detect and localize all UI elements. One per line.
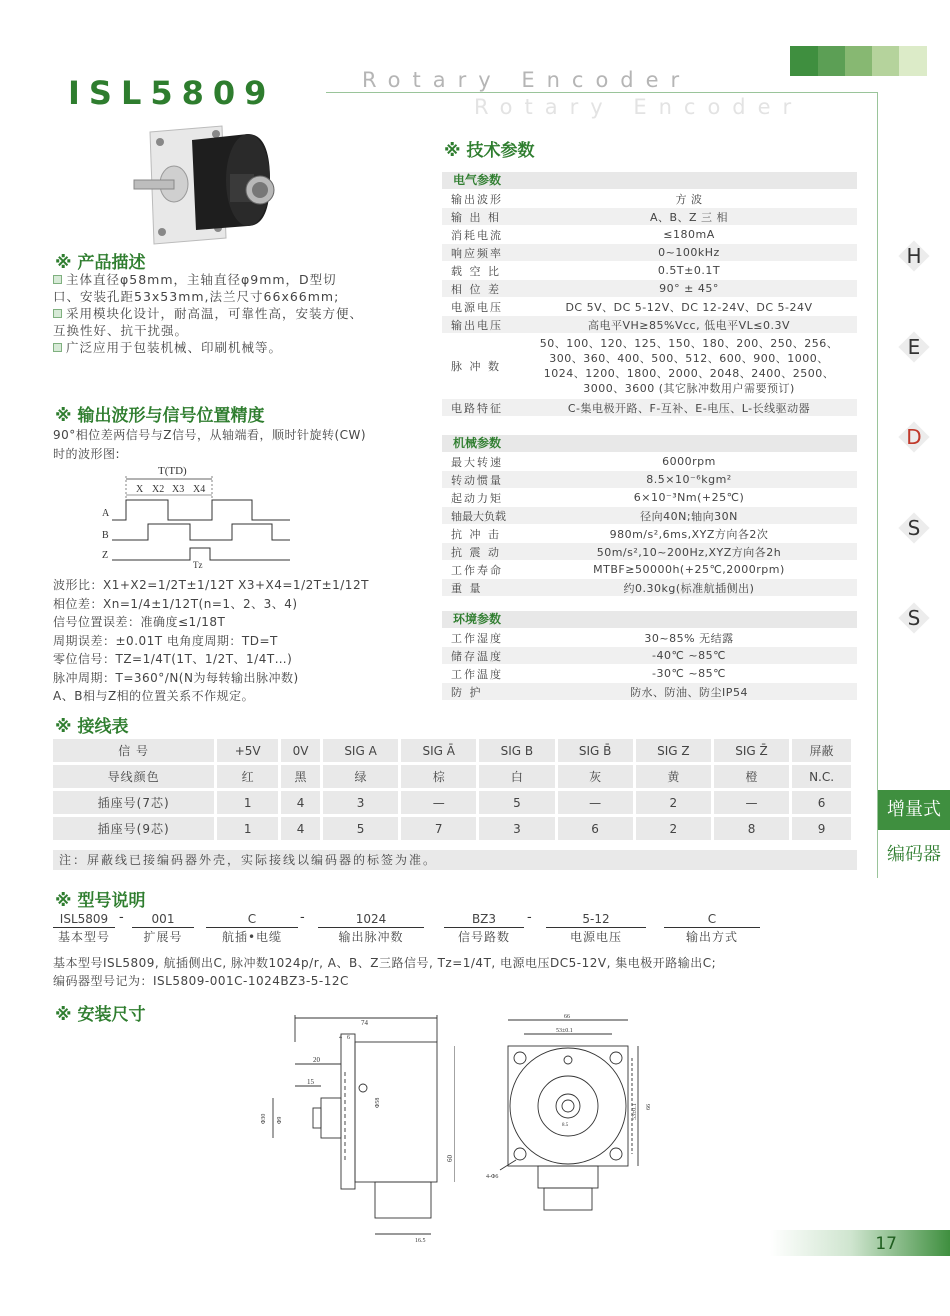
spec-table-electrical	[442, 172, 857, 416]
section-title-model: ※ 型号说明	[55, 891, 146, 911]
model-example-1: 基本型号ISL5809, 航插侧出C, 脉冲数1024p/r, A、B、Z三路信号, Tz=1/4T, 电源电压DC5-12V, 集电极开路输出C;	[53, 956, 717, 970]
model-sep: -	[300, 910, 305, 925]
dim-holes: 4-Φ6	[486, 1174, 499, 1180]
tab-letter-s-2[interactable]: S	[896, 600, 932, 636]
spec-row: 储存温度 -40℃ ~85℃	[442, 646, 857, 664]
model-example-2: 编码器型号记为：ISL5809-001C-1024BZ3-5-12C	[53, 974, 349, 988]
wiring-table	[50, 736, 854, 843]
waveform-diagram	[100, 462, 300, 572]
encoder-product-image	[130, 120, 290, 250]
header-color-stripe	[790, 46, 927, 76]
spec-table-environment	[442, 611, 857, 700]
subtitle: Rotary Encoder	[362, 68, 692, 92]
waveform-line: A、B相与Z相的位置关系不作规定。	[53, 689, 255, 703]
dim-15: 15	[307, 1078, 314, 1086]
spec-group-title: 机械参数	[442, 435, 857, 452]
waveform-line: 周期误差：±0.01T 电角度周期：TD=T	[53, 633, 278, 648]
model-part: 5-12 电源电压	[546, 911, 646, 946]
waveform-line: 信号位置误差：准确度≤1/18T	[53, 615, 226, 629]
label-td: T(TD)	[158, 465, 187, 477]
model-part: BZ3 信号路数	[444, 911, 524, 946]
model-part: 001 扩展号	[132, 911, 194, 946]
spec-row: 输 出 相 A、B、Z 三 相	[442, 207, 857, 225]
spec-row: 转动惯量 8.5×10⁻⁶kgm²	[442, 470, 857, 488]
waveform-intro: 90°相位差两信号与Z信号，从轴端看，顺时针旋转(CW)时的波形图:	[53, 428, 367, 461]
frame-line-right	[877, 92, 878, 878]
list-item: 主体直径φ58mm，主轴直径φ9mm，D型切口、安装孔距53x53mm,法兰尺寸66x66mm;	[53, 272, 340, 304]
spec-table-mechanical	[442, 435, 857, 596]
dim-4: 4	[339, 1035, 342, 1041]
waveform-line: 相位差：Xn=1/4±1/12T(n=1、2、3、4)	[53, 596, 298, 611]
label-x4: X4	[193, 484, 206, 495]
label-tz: Tz	[193, 560, 203, 570]
section-title-wiring: ※ 接线表	[55, 717, 129, 737]
waveform-line: 波形比：X1+X2=1/2T±1/12T X3+X4=1/2T±1/12T	[53, 578, 369, 592]
spec-row: 抗 冲 击 980m/s²,6ms,XYZ方向各2次	[442, 524, 857, 542]
spec-row: 载 空 比 0.5T±0.1T	[442, 261, 857, 279]
model-part: 1024 输出脉冲数	[318, 911, 424, 946]
table-row: 导线颜色 红 黑 绿 棕 白 灰 黄 橙 N.C.	[53, 765, 851, 788]
spec-row: 输出波形 方 波	[442, 189, 857, 207]
label-a: A	[102, 508, 110, 519]
product-desc-list	[53, 271, 363, 356]
label-x2: X2	[152, 484, 165, 495]
model-part: ISL5809 基本型号	[53, 911, 115, 946]
model-sep: -	[119, 910, 124, 925]
list-item: 广泛应用于包装机械、印刷机械等。	[53, 339, 363, 356]
waveform-line: 脉冲周期：T=360°/N(N为每转输出脉冲数)	[53, 670, 299, 685]
tab-letter-e[interactable]: E	[896, 329, 932, 365]
model-part: C 航插•电缆	[206, 911, 298, 946]
label-x: X	[136, 484, 144, 495]
side-view-drawing	[255, 1012, 455, 1247]
spec-row: 电路特征 C-集电极开路、F-互补、E-电压、L-长线驱动器	[442, 398, 857, 416]
dim-53: 53±0.1	[556, 1028, 573, 1034]
waveform-specs	[53, 576, 393, 706]
table-row: 插座号(9芯) 1 4 5 7 3 6 2 8 9	[53, 817, 851, 840]
dim-66: 66	[564, 1014, 570, 1020]
dim-74: 74	[361, 1019, 368, 1027]
spec-row: 工作温度 -30℃ ~85℃	[442, 664, 857, 682]
spec-group-title: 环境参数	[442, 611, 857, 628]
dim-53-vertical: 53±0.1	[632, 1103, 638, 1120]
section-title-tech: ※ 技术参数	[444, 141, 535, 161]
dim-6: 6	[347, 1035, 350, 1041]
table-row: 插座号(7芯) 1 4 3 — 5 — 2 — 6	[53, 791, 851, 814]
page-number: 17	[875, 1234, 897, 1254]
dim-60: 60	[446, 1155, 454, 1162]
spec-row: 输出电压 高电平VH≥85%Vcc, 低电平VL≤0.3V	[442, 315, 857, 333]
section-title-waveform: ※ 输出波形与信号位置精度	[55, 406, 265, 426]
tab-letter-d-active[interactable]: D	[896, 419, 932, 455]
dim-20: 20	[313, 1056, 320, 1064]
frame-line-top	[326, 92, 878, 93]
label-b: B	[102, 530, 109, 541]
dim-boss: Φ30	[261, 1113, 267, 1124]
waveform-line: 零位信号：TZ=1/4T(1T、1/2T、1/4T…)	[53, 652, 293, 666]
model-title: ISL5809	[68, 74, 276, 112]
table-row: 信 号 +5V 0V SIG A SIG Ā SIG B SIG B̄ SIG Z SIG Z̄ 屏蔽	[53, 739, 851, 762]
spec-row: 最大转速 6000rpm	[442, 452, 857, 470]
spec-row: 重 量 约0.30kg(标准航插侧出)	[442, 578, 857, 596]
spec-row: 轴最大负载 径向40N;轴向30N	[442, 506, 857, 524]
label-x3: X3	[172, 484, 185, 495]
dim-shaft: Φ9	[277, 1116, 283, 1124]
spec-row: 相 位 差 90° ± 45°	[442, 279, 857, 297]
spec-row: 起动力矩 6×10⁻³Nm(+25℃)	[442, 488, 857, 506]
spec-row: 电源电压 DC 5V、DC 5-12V、DC 12-24V、DC 5-24V	[442, 297, 857, 315]
front-view-drawing	[480, 1012, 655, 1232]
tab-letter-s[interactable]: S	[896, 510, 932, 546]
spec-row: 响应频率 0~100kHz	[442, 243, 857, 261]
spec-group-title: 电气参数	[442, 172, 857, 189]
dim-16-5: 16.5	[415, 1238, 426, 1244]
model-sep: -	[527, 910, 532, 925]
spec-row: 脉 冲 数 50、100、120、125、150、180、200、250、256、300、360、400、500、512、600、900、1000、1024、1200、1800、2000、2048、2400、2500、3000、3600 (其它脉冲数用户需要预订)	[442, 333, 857, 398]
category-tab-encoder[interactable]: 编码器	[887, 844, 941, 865]
model-part: C 输出方式	[664, 911, 760, 946]
page-number-bar	[770, 1230, 950, 1256]
tab-letter-h[interactable]: H	[896, 238, 932, 274]
wiring-note: 注：屏蔽线已接编码器外壳，实际接线以编码器的标签为准。	[53, 850, 857, 870]
spec-row: 防 护 防水、防油、防尘IP54	[442, 682, 857, 700]
spec-row: 工作湿度 30~85% 无结露	[442, 628, 857, 646]
spec-row: 工作寿命 MTBF≥50000h(+25℃,2000rpm)	[442, 560, 857, 578]
spec-row: 抗 震 动 50m/s²,10~200Hz,XYZ方向各2h	[442, 542, 857, 560]
category-tab-incremental[interactable]: 增量式	[878, 790, 950, 830]
section-title-install: ※ 安装尺寸	[55, 1005, 146, 1025]
dim-66-vertical: 66	[646, 1104, 652, 1110]
list-item: 采用模块化设计，耐高温，可靠性高，安装方便、互换性好、抗干扰强。	[53, 306, 364, 338]
subtitle-echo: Rotary Encoder	[474, 95, 804, 119]
section-title-product: ※ 产品描述	[55, 253, 146, 273]
label-z: Z	[102, 550, 109, 561]
dim-58: Φ58	[375, 1097, 381, 1108]
dim-8-5: 8.5	[562, 1123, 569, 1128]
spec-row: 消耗电流 ≤180mA	[442, 225, 857, 243]
